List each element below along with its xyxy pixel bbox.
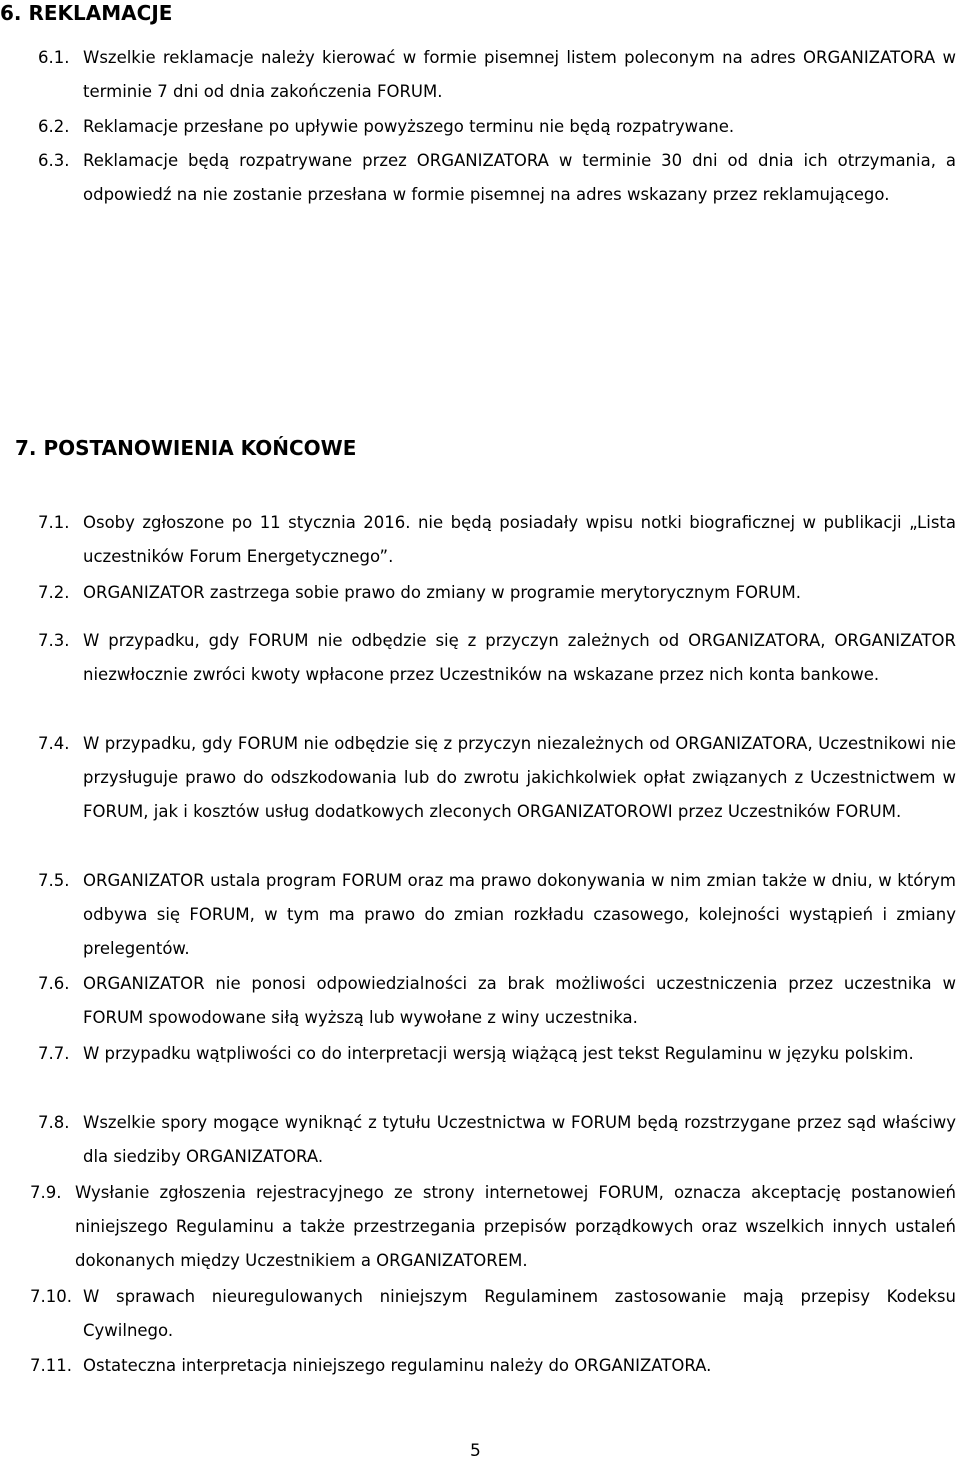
clause-7-10	[30, 1280, 956, 1348]
clause-7-4	[38, 727, 956, 829]
clause-text: W przypadku wątpliwości co do interpretacji wersją wiążącą jest tekst Regulaminu w języku polskim.	[83, 1044, 914, 1063]
clause-6-1	[38, 41, 956, 109]
clause-7-8	[38, 1106, 956, 1174]
clause-text: ORGANIZATOR ustala program FORUM oraz ma prawo dokonywania w nim zmian także w dniu, w którym odbywa się FORUM, w tym ma prawo do zmian rozkładu czasowego, kolejności wystąpień i zmiany prelegentów.	[83, 871, 956, 958]
section-6-heading: 6. REKLAMACJE	[0, 1, 173, 25]
clause-number: 7.2.	[38, 583, 70, 602]
clause-7-11	[30, 1349, 956, 1383]
clause-text: Osoby zgłoszone po 11 stycznia 2016. nie będą posiadały wpisu notki biograficznej w publikacji „Lista uczestników Forum Energetycznego”.	[83, 513, 956, 566]
clause-number: 7.5.	[38, 871, 70, 890]
clause-text: Ostateczna interpretacja niniejszego regulaminu należy do ORGANIZATORA.	[83, 1356, 712, 1375]
clause-7-7	[38, 1037, 956, 1071]
clause-7-9	[30, 1176, 956, 1278]
clause-7-2	[38, 576, 956, 610]
clause-text: Reklamacje będą rozpatrywane przez ORGANIZATORA w terminie 30 dni od dnia ich otrzymania, a odpowiedź na nie zostanie przesłana w formie pisemnej na adres wskazany przez reklamującego.	[83, 151, 956, 204]
clause-number: 7.1.	[38, 513, 70, 532]
clause-text: ORGANIZATOR zastrzega sobie prawo do zmiany w programie merytorycznym FORUM.	[83, 583, 801, 602]
clause-number: 7.4.	[38, 734, 70, 753]
clause-number: 7.10.	[30, 1287, 72, 1306]
clause-7-3	[38, 624, 956, 692]
clause-text: Wszelkie spory mogące wyniknąć z tytułu Uczestnictwa w FORUM będą rozstrzygane przez sąd właściwy dla siedziby ORGANIZATORA.	[83, 1113, 956, 1166]
clause-number: 7.9.	[30, 1183, 62, 1202]
clause-number: 6.3.	[38, 151, 70, 170]
clause-number: 7.3.	[38, 631, 70, 650]
clause-number: 7.11.	[30, 1356, 72, 1375]
clause-number: 7.8.	[38, 1113, 70, 1132]
section-7-heading: 7. POSTANOWIENIA KOŃCOWE	[15, 436, 357, 460]
clause-text: W sprawach nieuregulowanych niniejszym Regulaminem zastosowanie mają przepisy Kodeksu Cywilnego.	[83, 1287, 956, 1340]
clause-number: 7.6.	[38, 974, 70, 993]
clause-7-6	[38, 967, 956, 1035]
clause-text: W przypadku, gdy FORUM nie odbędzie się z przyczyn zależnych od ORGANIZATORA, ORGANIZATOR niezwłocznie zwróci kwoty wpłacone przez Uczestników na wskazane przez nich konta bankowe.	[83, 631, 956, 684]
clause-number: 6.1.	[38, 48, 70, 67]
clause-text: Wysłanie zgłoszenia rejestracyjnego ze strony internetowej FORUM, oznacza akceptację postanowień niniejszego Regulaminu a także przestrzegania przepisów porządkowych oraz wszelkich innych ustaleń dokonanych między Uczestnikiem a ORGANIZATOREM.	[75, 1183, 956, 1270]
clause-6-3	[38, 144, 956, 212]
clause-text: Reklamacje przesłane po upływie powyższego terminu nie będą rozpatrywane.	[83, 117, 735, 136]
clause-7-1	[38, 506, 956, 574]
clause-7-5	[38, 864, 956, 966]
page-number: 5	[470, 1441, 481, 1461]
clause-number: 6.2.	[38, 117, 70, 136]
clause-text: Wszelkie reklamacje należy kierować w formie pisemnej listem poleconym na adres ORGANIZATORA w terminie 7 dni od dnia zakończenia FORUM.	[83, 48, 956, 101]
clause-text: ORGANIZATOR nie ponosi odpowiedzialności za brak możliwości uczestniczenia przez uczestnika w FORUM spowodowane siłą wyższą lub wywołane z winy uczestnika.	[83, 974, 956, 1027]
clause-6-2	[38, 110, 956, 144]
clause-text: W przypadku, gdy FORUM nie odbędzie się z przyczyn niezależnych od ORGANIZATORA, Uczestnikowi nie przysługuje prawo do odszkodowania lub do zwrotu jakichkolwiek opłat związanych z Uczestnictwem w FORUM, jak i kosztów usług dodatkowych zleconych ORGANIZATOROWI przez Uczestników FORUM.	[83, 734, 956, 821]
clause-number: 7.7.	[38, 1044, 70, 1063]
